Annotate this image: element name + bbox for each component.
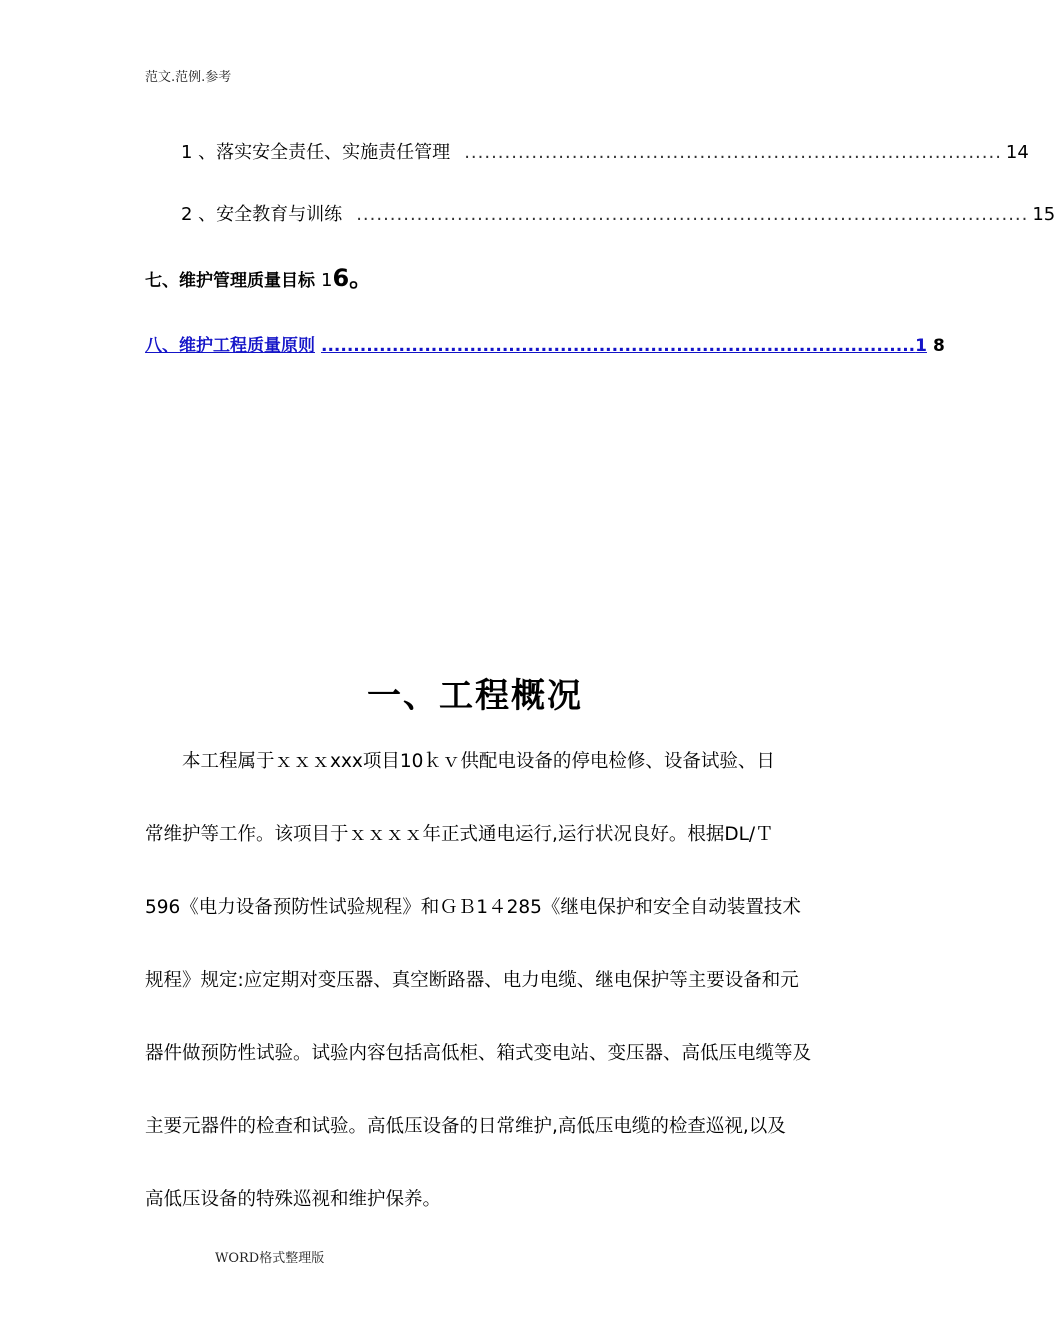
toc-dots-text: ............................................................................................ xyxy=(321,336,916,356)
body-line: 本工程属于ｘｘｘxxx项目10ｋｖ供配电设备的停电检修、设备试验、日 xyxy=(182,751,775,772)
toc-item-7[interactable] xyxy=(145,258,373,293)
body-line: 高低压设备的特殊巡视和维护保养。 xyxy=(145,1189,442,1210)
body-line: 常维护等工作。该项目于ｘｘｘｘ年正式通电运行,运行状况良好。根据DL/Ｔ xyxy=(145,824,774,845)
page-header: 范文.范例.参考 xyxy=(145,70,232,85)
page-footer: WORD格式整理版 xyxy=(215,1251,325,1266)
toc-page-number: 14 xyxy=(1005,142,1029,163)
toc-item-label: 八、维护工程质量原则 xyxy=(145,336,315,356)
toc-item-8[interactable] xyxy=(145,331,945,356)
toc-item-1[interactable] xyxy=(181,138,1029,164)
section-title: 一、工程概况 xyxy=(367,676,583,716)
toc-item-label: 1 、落实安全责任、实施责任管理 xyxy=(181,142,451,163)
toc-leader-dots[interactable] xyxy=(321,336,915,356)
toc-page-number: 15 xyxy=(1032,204,1055,225)
toc-item-label: 七、维护管理质量目标 xyxy=(145,271,315,291)
toc-page-number xyxy=(321,258,373,293)
toc-page-prefix: 1 xyxy=(321,270,333,291)
body-line: 596《电力设备预防性试验规程》和ＧＢ1４285《继电保护和安全自动装置技术 xyxy=(145,897,801,918)
toc-item-8-link[interactable] xyxy=(145,331,315,356)
body-paragraph xyxy=(145,725,810,1236)
toc-item-label: 2 、安全教育与训练 xyxy=(181,204,343,225)
toc-leader-dots: ................................................................................ xyxy=(464,142,1002,163)
toc-page-link[interactable]: 1 xyxy=(915,336,927,356)
toc-item-2[interactable] xyxy=(181,200,1055,226)
body-line: 规程》规定:应定期对变压器、真空断路器、电力电缆、继电保护等主要设备和元 xyxy=(145,970,799,991)
body-line: 器件做预防性试验。试验内容包括高低柜、箱式变电站、变压器、高低压电缆等及 xyxy=(145,1043,812,1064)
toc-page-tail: 8 xyxy=(932,336,945,356)
toc-page-bold: 6 xyxy=(332,264,350,292)
toc-leader-dots: .................................................................................................... xyxy=(356,204,1029,225)
toc-suffix: 。 xyxy=(349,264,374,292)
body-line: 主要元器件的检查和试验。高低压设备的日常维护,高低压电缆的检查巡视,以及 xyxy=(145,1116,786,1137)
